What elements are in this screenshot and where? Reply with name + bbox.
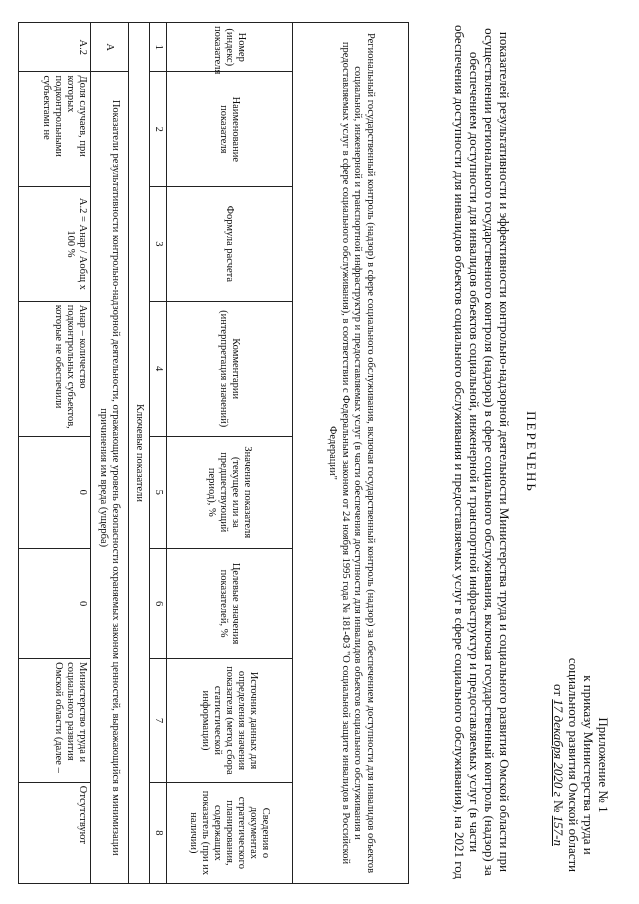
indicator-value: 0 xyxy=(19,436,91,548)
group-row xyxy=(90,23,129,884)
appendix-number-sign: № xyxy=(551,800,566,813)
appendix-line-2: к приказу Министерства труда и xyxy=(581,675,596,855)
indicator-index: А.2 xyxy=(19,23,91,72)
indicator-target: 0 xyxy=(19,549,91,659)
title-heading: ПЕРЕЧЕНЬ xyxy=(524,411,539,493)
column-number: 6 xyxy=(150,549,167,659)
header-cell: Целевые значения показателей, % xyxy=(166,549,293,659)
appendix-block xyxy=(551,650,611,880)
indicator-formula: А.2 = Aнар / Aобщ x 100 % xyxy=(19,187,91,302)
table-intro: Региональный государственный контроль (надзор) в сфере социального обслуживания, включая государственный контроль (надзор) за обеспечением доступности для инвалидов объектов социальной, инженерной и транспортной инфраструктур и предоставляемых услуг (в части обеспечения доступности для инвалидов объектов социального обслуживания и предоставляемых услуг в сфере социального обслуживания), в соответствии с Федеральным законом от 24 ноября 1995 года № 181-ФЗ "О социальной защите инвалидов в Российской Федерации" xyxy=(293,23,409,884)
header-cell: Источник данных для определения значения показателя (метод сбора статистической информации) xyxy=(166,659,293,783)
indicator-source: Министерство труда и социального развития Омской области (далее – xyxy=(19,659,91,783)
appendix-line-1: Приложение № 1 xyxy=(596,717,611,813)
document-title xyxy=(452,24,539,880)
group-letter: А xyxy=(90,23,129,72)
group-description: Показатели результативности контрольно-надзорной деятельности, отражающие уровень безопасности охраняемых законом ценностей, выражающийся в минимизации причинения им вреда (ущерба) xyxy=(90,72,129,884)
header-cell: Номер (индекс) показателя xyxy=(166,23,293,72)
indicator-name: Доля случаев, при которых подконтрольными субъектами не xyxy=(19,72,91,187)
column-number: 5 xyxy=(150,436,167,548)
indicators-table xyxy=(18,22,409,884)
appendix-date-prefix: от xyxy=(551,683,566,696)
column-number: 4 xyxy=(150,301,167,436)
appendix-line-4 xyxy=(551,650,566,880)
header-cell: Значение показателя (текущее или за предшествующий период), % xyxy=(166,436,293,548)
section-row xyxy=(129,23,150,884)
header-cell: Комментарии (интерпретация значений) xyxy=(166,301,293,436)
indicator-comment: Aнар – количество подконтрольных субъектов, которые не обеспечили xyxy=(19,301,91,436)
table-row xyxy=(19,23,91,884)
header-cell: Сведения о документах стратегического планирования, содержащих показатель (при их наличии) xyxy=(166,782,293,883)
column-number: 3 xyxy=(150,187,167,302)
header-row xyxy=(166,23,293,884)
appendix-number: 157-п xyxy=(551,815,566,846)
column-number: 7 xyxy=(150,659,167,783)
column-number: 1 xyxy=(150,23,167,72)
section-title: Ключевые показатели xyxy=(129,23,150,884)
appendix-date: 17 декабря 2020 г xyxy=(551,699,566,797)
header-cell: Формула расчета xyxy=(166,187,293,302)
title-body: показателей результативности и эффективности контрольно-надзорной деятельности Министерства труда и социального развития Омской области при осуществлении регионального государственного контроля (надзора) в сфере социального обслуживания, включая государственный контроль (надзор) за обеспечением доступности для инвалидов объектов социальной, инженерной и транспортной инфраструктур и предоставляемых услуг (в части обеспечения доступности для инвалидов объектов социального обслуживания и предоставляемых услуг в сфере социального обслуживания), на 2021 год xyxy=(452,24,512,879)
column-number-row xyxy=(150,23,167,884)
appendix-line-3: социального развития Омской области xyxy=(566,657,581,873)
indicator-docs: Отсутствуют xyxy=(19,782,91,883)
header-cell: Наименование показателя xyxy=(166,72,293,187)
column-number: 8 xyxy=(150,782,167,883)
column-number: 2 xyxy=(150,72,167,187)
